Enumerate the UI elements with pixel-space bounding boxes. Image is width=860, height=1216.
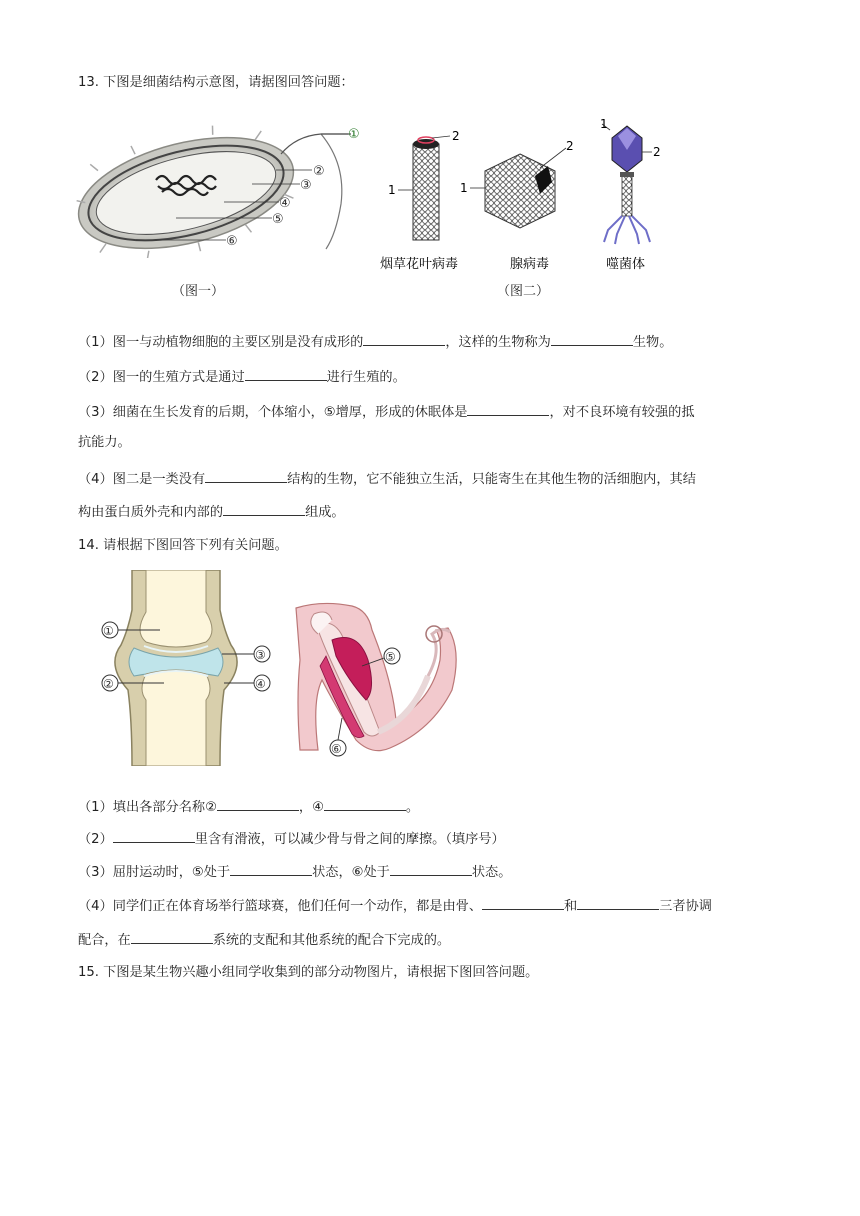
- bact-label-4: ④: [279, 196, 291, 211]
- q14-sub3-b: 状态，⑥处于: [312, 865, 390, 880]
- q13-sub2-a: （2）图一的生殖方式是通过: [78, 370, 245, 385]
- q15-title: 15. 下图是某生物兴趣小组同学收集到的部分动物图片，请根据下图回答问题。: [78, 965, 539, 980]
- q14-sub4-b: 和: [564, 899, 578, 914]
- adeno-label-1: 1: [460, 181, 468, 195]
- tmv-label-2: 2: [452, 129, 460, 143]
- answer-blank[interactable]: [230, 862, 312, 876]
- virus-name-tmv: 烟草花叶病毒: [380, 257, 459, 272]
- answer-blank[interactable]: [551, 332, 633, 346]
- fig1-caption: （图一）: [172, 284, 225, 299]
- bact-label-1: ①: [348, 127, 360, 142]
- q13-title: 13. 下图是细菌结构示意图，请据图回答问题：: [78, 75, 354, 90]
- q14-sub1-b: ，④: [298, 800, 324, 815]
- joint-label-4: ④: [255, 677, 266, 691]
- bact-label-5: ⑤: [272, 212, 284, 227]
- fig2-caption: （图二）: [497, 284, 550, 299]
- answer-blank[interactable]: [482, 896, 564, 910]
- q14-sub2-b: 里含有滑液，可以减少骨与骨之间的摩擦。（填序号）: [194, 832, 505, 847]
- arm-label-6: ⑥: [331, 742, 342, 756]
- q14-sub3-c: 状态。: [471, 865, 512, 880]
- answer-blank[interactable]: [113, 829, 195, 843]
- q14-title: 14. 请根据下图回答下列有关问题。: [78, 538, 288, 553]
- bact-label-6: ⑥: [226, 234, 238, 249]
- q14-sub4-cont: [78, 930, 450, 950]
- q14-sub1-c: 。: [405, 800, 420, 815]
- q13-sub3-cont: 抗能力。: [78, 435, 131, 450]
- q13-sub3-b: ，对不良环境有较强的抵: [549, 405, 695, 420]
- q13-sub4-c: 构由蛋白质外壳和内部的: [78, 505, 224, 520]
- bact-label-3: ③: [300, 178, 312, 193]
- answer-blank[interactable]: [467, 402, 549, 416]
- q14-sub1-a: （1）填出各部分名称②: [78, 800, 217, 815]
- q13-sub4: [78, 469, 696, 489]
- adeno-label-2: 2: [566, 139, 574, 153]
- virus-name-adeno: 腺病毒: [510, 257, 550, 272]
- answer-blank[interactable]: [205, 469, 287, 483]
- q14-sub4-e: 系统的支配和其他系统的配合下完成的。: [212, 933, 451, 948]
- q14-sub1: [78, 797, 419, 817]
- q13-sub3-a: （3）细菌在生长发育的后期，个体缩小，⑤增厚，形成的休眠体是: [78, 405, 468, 420]
- joint-figure: [96, 570, 276, 766]
- q13-sub3: [78, 402, 695, 422]
- answer-blank[interactable]: [577, 896, 659, 910]
- bacterium-figure: [76, 118, 376, 258]
- bact-label-2: ②: [313, 164, 325, 179]
- q14-sub3: [78, 862, 511, 882]
- q13-sub1-c: 生物。: [632, 335, 673, 350]
- answer-blank[interactable]: [363, 332, 445, 346]
- joint-label-2: ②: [103, 677, 114, 691]
- q13-sub4-a: （4）图二是一类没有: [78, 472, 206, 487]
- q13-sub2: [78, 367, 406, 387]
- answer-blank[interactable]: [390, 862, 472, 876]
- answer-blank[interactable]: [223, 502, 305, 516]
- q14-sub2: [78, 829, 505, 849]
- answer-blank[interactable]: [217, 797, 299, 811]
- phage-label-1: 1: [600, 117, 608, 131]
- arm-figure: [292, 600, 462, 764]
- joint-label-3: ③: [255, 648, 266, 662]
- q13-sub4-d: 组成。: [305, 505, 345, 520]
- answer-blank[interactable]: [245, 367, 327, 381]
- answer-blank[interactable]: [324, 797, 406, 811]
- q14-sub4-a: （4）同学们正在体育场举行篮球赛，他们任何一个动作，都是由骨、: [78, 899, 483, 914]
- q13-sub1: [78, 332, 672, 352]
- q13-sub4-cont: [78, 502, 345, 522]
- q14-sub4-d: 配合，在: [78, 933, 131, 948]
- arm-label-5: ⑤: [385, 650, 396, 664]
- q14-sub4: [78, 896, 712, 916]
- q13-sub2-b: 进行生殖的。: [326, 370, 406, 385]
- virus-name-phage: 噬菌体: [606, 257, 646, 272]
- q14-sub3-a: （3）屈肘运动时，⑤处于: [78, 865, 231, 880]
- tmv-label-1: 1: [388, 183, 396, 197]
- joint-label-1: ①: [103, 624, 114, 638]
- q13-sub1-a: （1）图一与动植物细胞的主要区别是没有成形的: [78, 335, 364, 350]
- answer-blank[interactable]: [131, 930, 213, 944]
- virus-figure: [380, 116, 680, 276]
- phage-label-2: 2: [653, 145, 661, 159]
- q13-sub4-b: 结构的生物，它不能独立生活，只能寄生在其他生物的活细胞内，其结: [287, 472, 696, 487]
- q14-sub2-a: （2）: [78, 832, 113, 847]
- q13-sub1-b: ，这样的生物称为: [445, 335, 551, 350]
- q14-sub4-c: 三者协调: [659, 899, 712, 914]
